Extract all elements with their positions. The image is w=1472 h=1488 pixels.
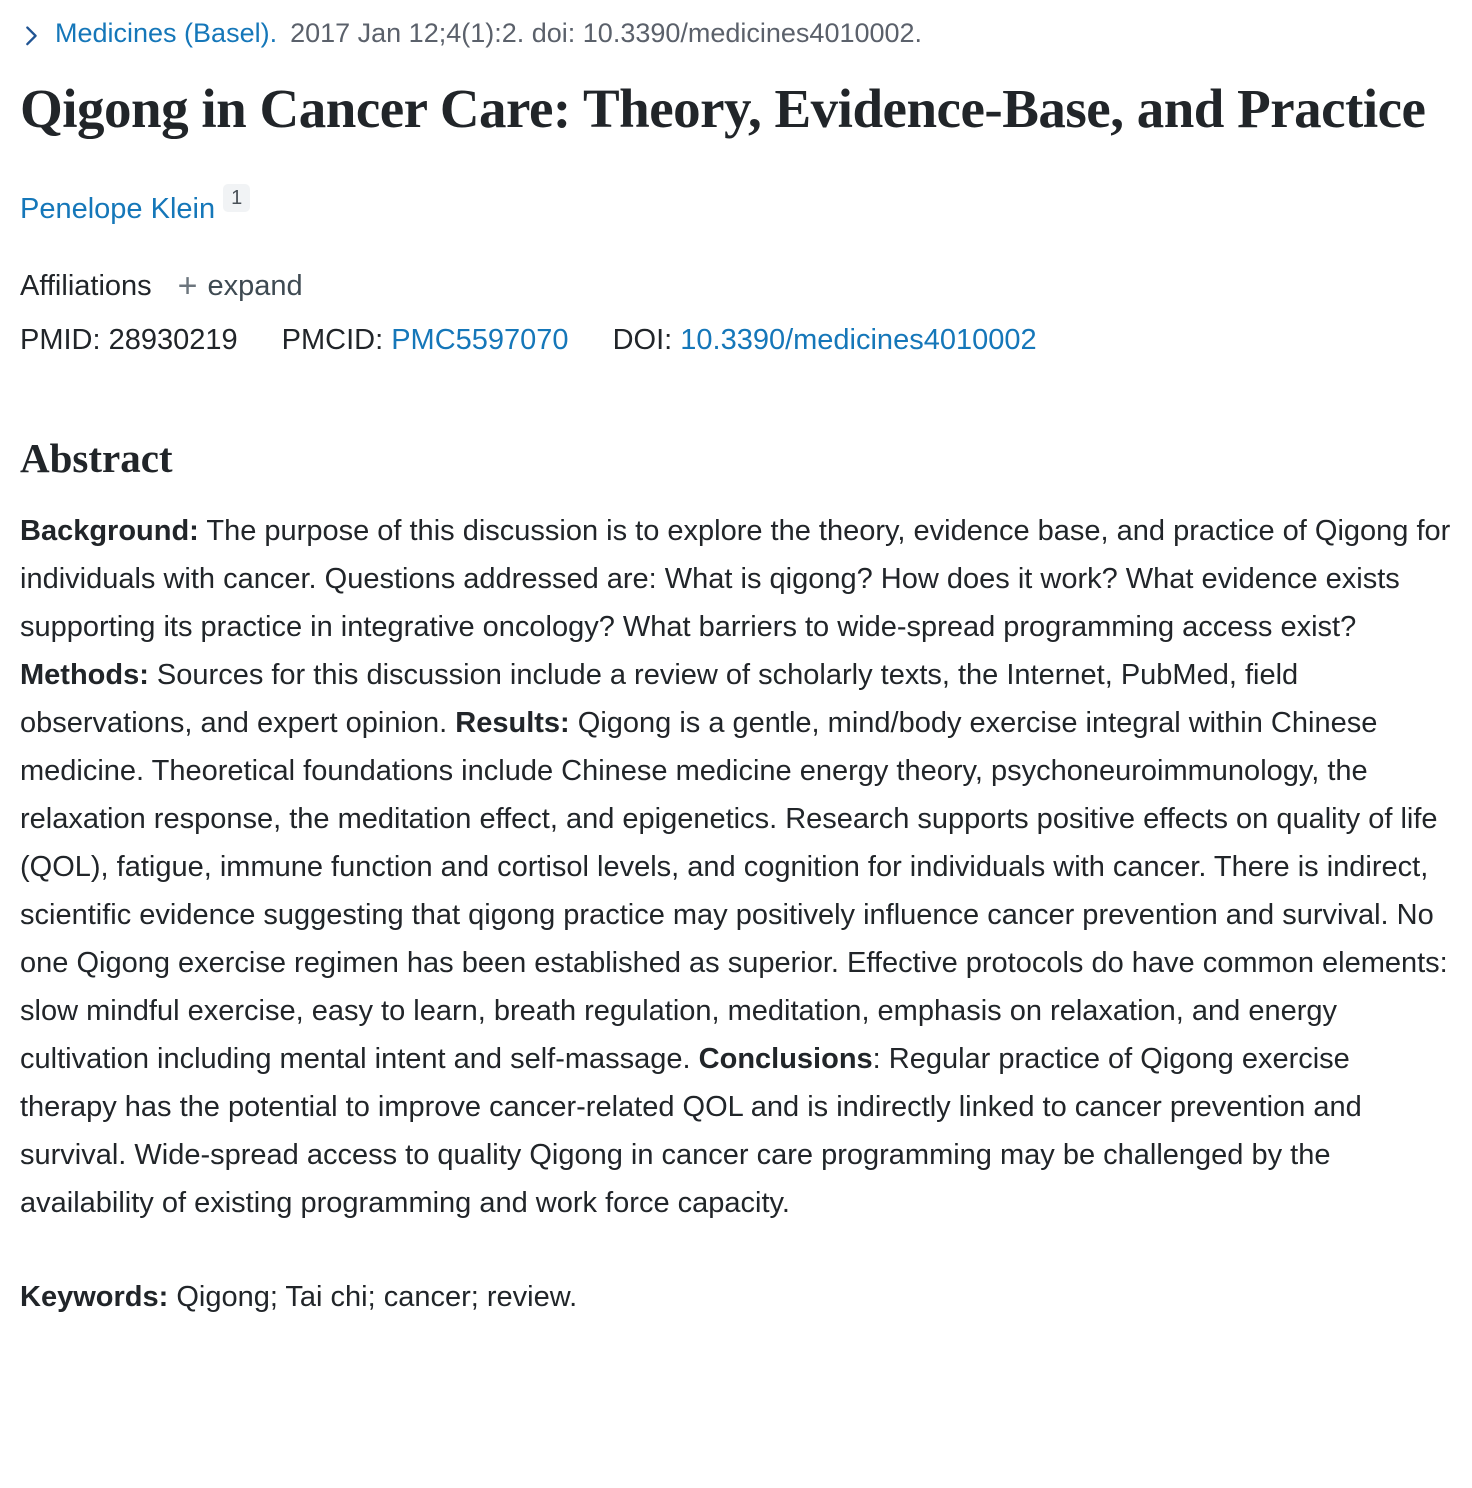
page-title: Qigong in Cancer Care: Theory, Evidence-Base, and Practice xyxy=(20,78,1426,139)
journal-link[interactable]: Medicines (Basel). xyxy=(55,18,278,48)
abstract-heading: Abstract xyxy=(20,435,173,481)
abstract-section-label: Results: xyxy=(455,707,570,740)
keywords-text: Qigong; Tai chi; cancer; review. xyxy=(168,1281,578,1314)
pmcid-link[interactable]: PMC5597070 xyxy=(391,324,569,356)
keywords-label: Keywords: xyxy=(20,1281,169,1314)
author-affiliation-superscript[interactable]: 1 xyxy=(223,184,250,212)
pmid-value: 28930219 xyxy=(108,324,238,356)
chevron-right-icon[interactable] xyxy=(20,19,42,49)
affiliations-expand-button[interactable] xyxy=(178,268,303,304)
abstract-section-label: Methods: xyxy=(20,659,149,692)
affiliations-label: Affiliations xyxy=(20,270,152,302)
authors-row xyxy=(20,184,1452,226)
doi-link[interactable]: 10.3390/medicines4010002 xyxy=(680,324,1037,356)
plus-icon: + xyxy=(177,267,198,305)
abstract-section-label: Conclusions xyxy=(698,1043,873,1076)
citation-details: 2017 Jan 12;4(1):2. doi: 10.3390/medicines4010002. xyxy=(290,18,923,48)
doi-label: DOI: xyxy=(612,324,673,356)
pmid-label: PMID: xyxy=(20,324,101,356)
abstract-section-label: Background: xyxy=(20,515,199,548)
author-link[interactable]: Penelope Klein xyxy=(20,193,216,225)
expand-label: expand xyxy=(207,270,303,302)
doi-group xyxy=(613,322,1037,358)
pmid-group xyxy=(20,322,238,358)
abstract-paragraph: Background: The purpose of this discussion is to explore the theory, evidence base, and practice of Qigong for individuals with cancer. Questions addressed are: What is qigong? How does it work? What evidence exists supporting its practice in integrative oncology? What barriers to wide-spread programming access exist? Methods: Sources for this discussion include a review of scholarly texts, the Internet, PubMed, field observations, and expert opinion. Results: Qigong is a gentle, mind/body exercise integral within Chinese medicine. Theoretical foundations include Chinese medicine energy theory, psychoneuroimmunology, the relaxation response, the meditation effect, and epigenetics. Research supports positive effects on quality of life (QOL), fatigue, immune function and cortisol levels, and cognition for individuals with cancer. There is indirect, scientific evidence suggesting that qigong practice may positively influence cancer prevention and survival. No one Qigong exercise regimen has been established as superior. Effective protocols do have common elements: slow mindful exercise, easy to learn, breath regulation, meditation, emphasis on relaxation, and energy cultivation including mental intent and self-massage. Conclusions: Regular practice of Qigong exercise therapy has the potential to improve cancer-related QOL and is indirectly linked to cancer prevention and survival. Wide-spread access to quality Qigong in cancer care programming may be challenged by the availability of existing programming and work force capacity. xyxy=(20,515,1451,1220)
citation-bar xyxy=(20,16,1452,50)
keywords-line xyxy=(20,1273,1452,1321)
pmcid-label: PMCID: xyxy=(281,324,384,356)
identifiers-row xyxy=(20,322,1452,358)
pmcid-group xyxy=(282,322,569,358)
affiliations-row xyxy=(20,268,1452,304)
